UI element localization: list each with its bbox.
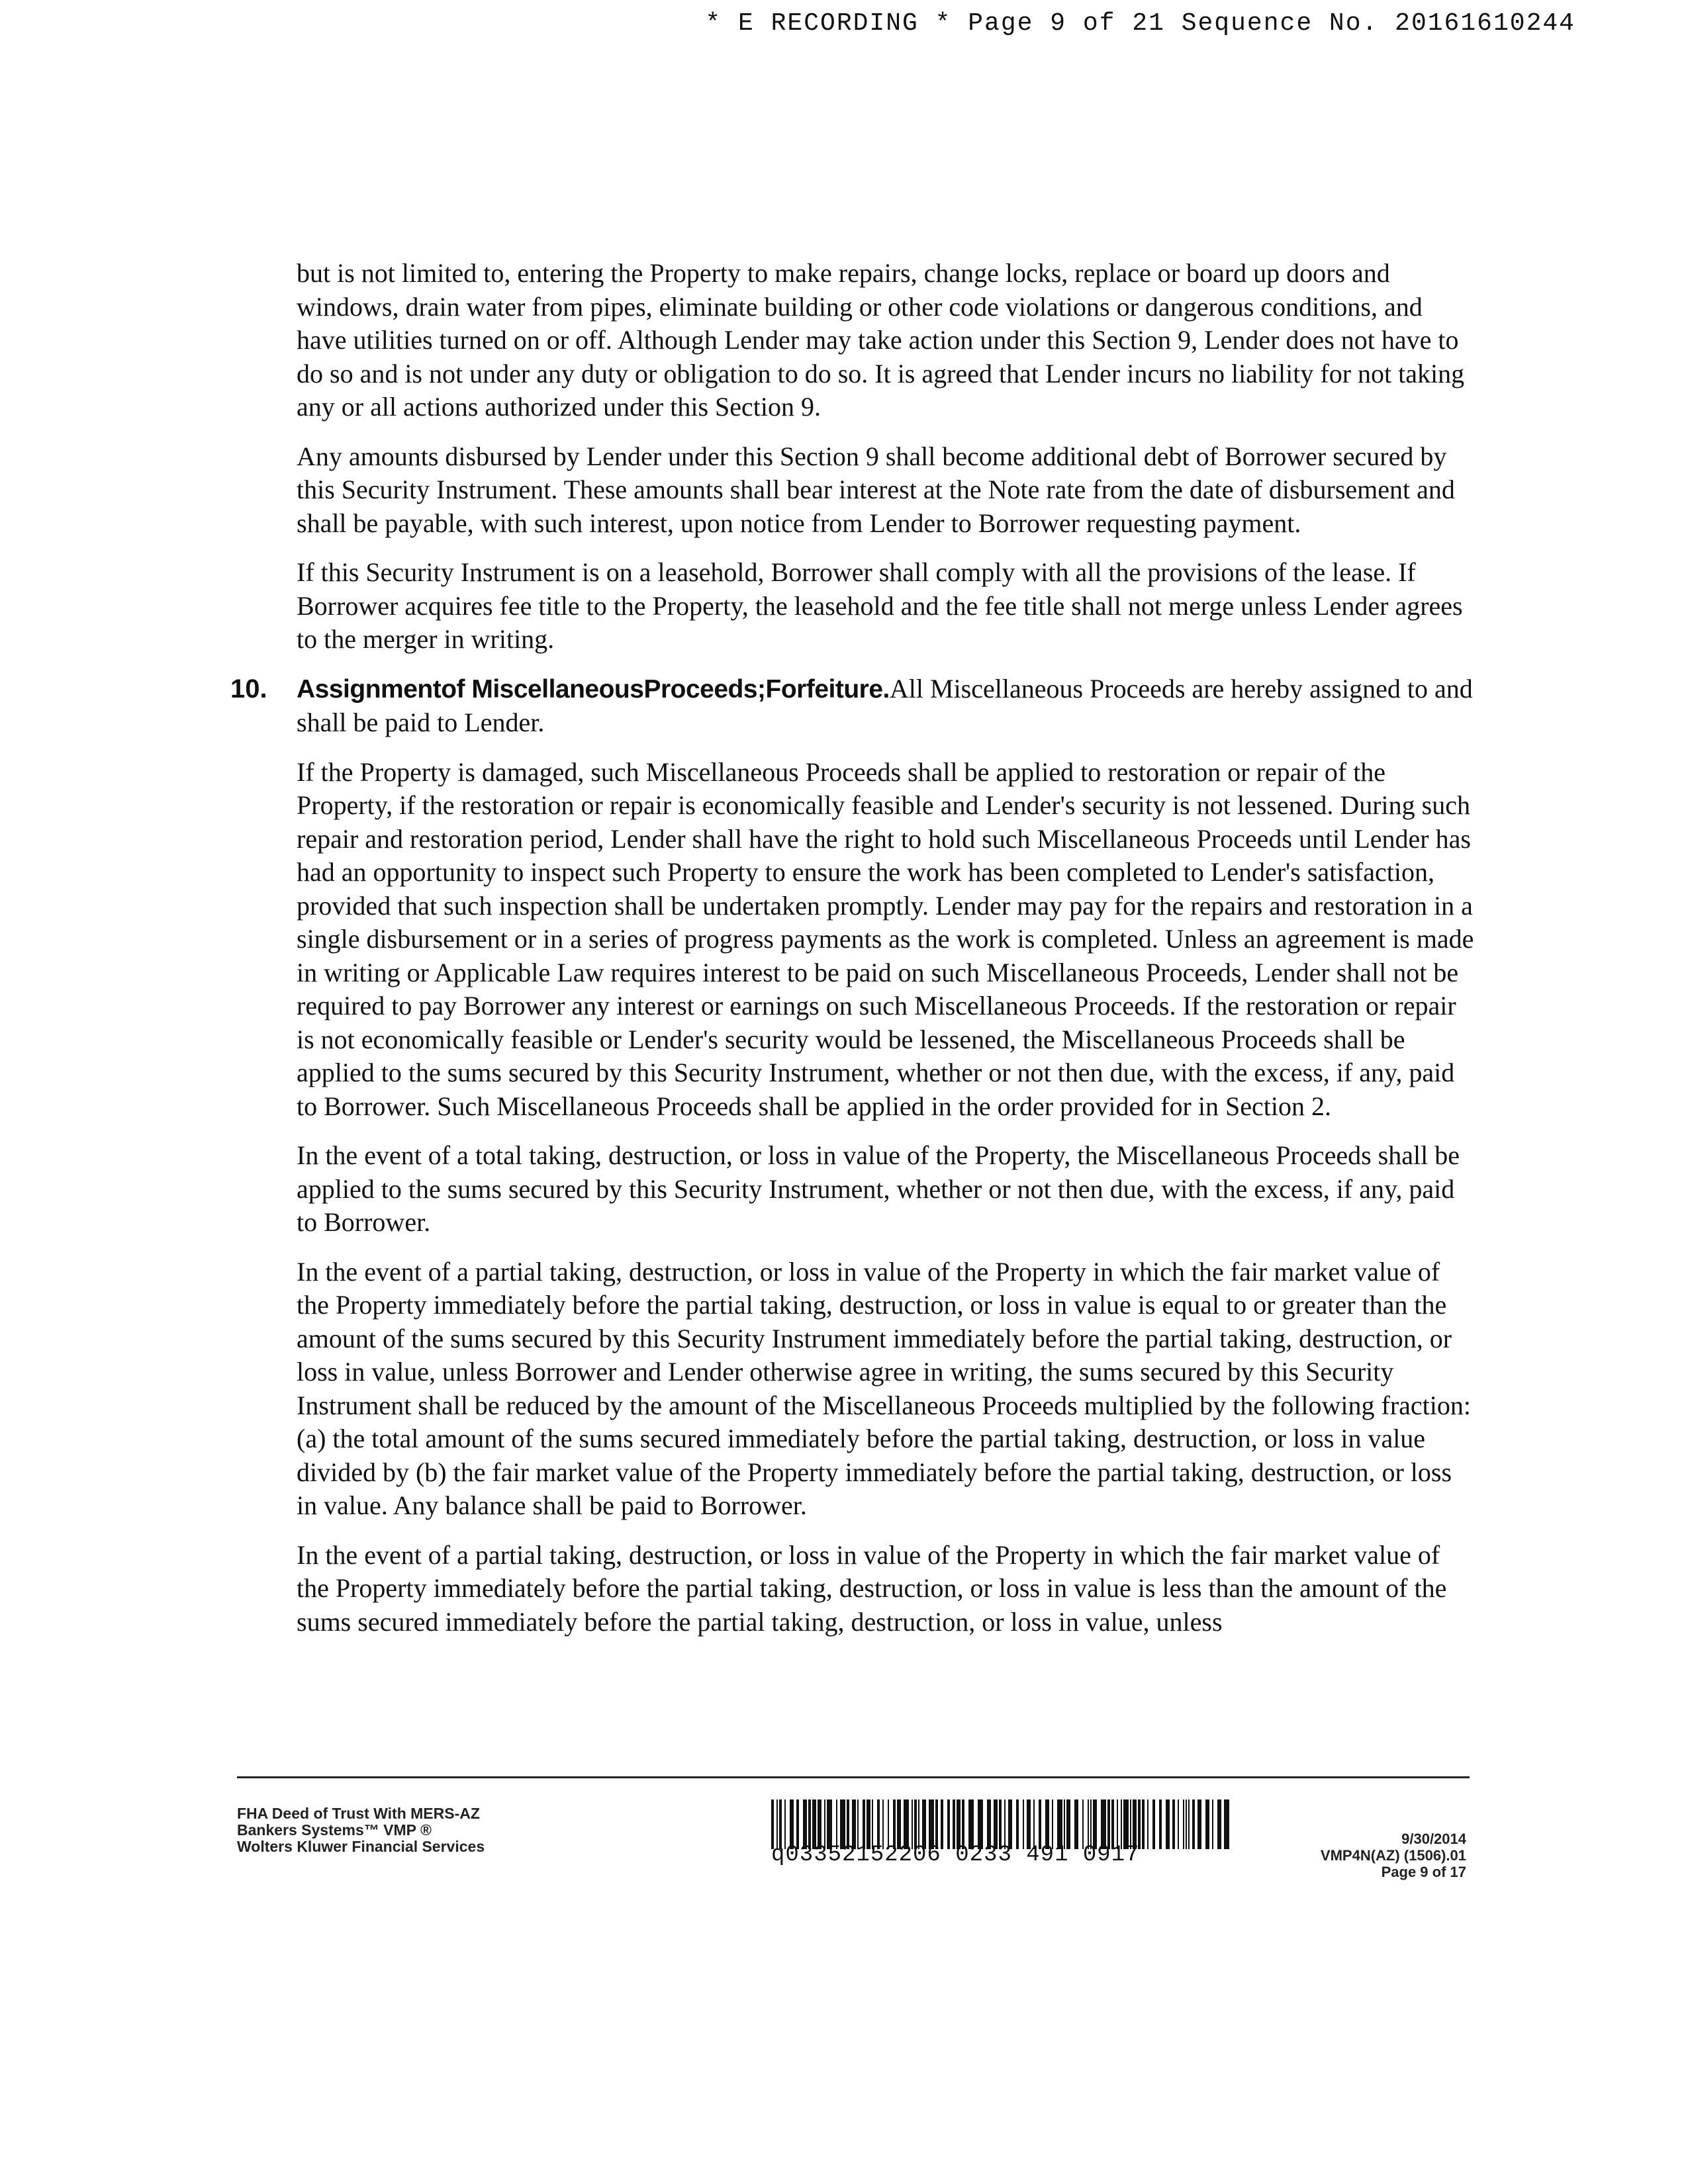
section-10-paragraph	[230, 672, 1475, 740]
footer-date: 9/30/2014	[1401, 1831, 1466, 1847]
footer-form-code: VMP4N(AZ) (1506).01	[1320, 1847, 1466, 1864]
document-body	[230, 257, 1475, 1655]
paragraph-section9-disbursed-amounts: Any amounts disbursed by Lender under this Section 9 shall become additional debt of Borrower secured by this Security Instrument. These amounts shall bear interest at the Note rate from the date of disbursement and shall be payable, with such interest, upon notice from Lender to Borrower requesting payment.	[297, 441, 1455, 538]
footer-form-title: FHA Deed of Trust With MERS-AZ	[237, 1805, 480, 1822]
footer-form-info	[237, 1805, 485, 1855]
footer-publisher: Bankers Systems™ VMP ®	[237, 1821, 432, 1839]
barcode-number: q03352152206 0233 491 0917	[771, 1843, 1140, 1868]
paragraph-property-damaged: If the Property is damaged, such Miscellaneous Proceeds shall be applied to restoration or repair of the Property, if the restoration or repair is economically feasible and Lender's security is not lessened. During such repair and restoration period, Lender shall have the right to hold such Miscellaneous Proceeds until Lender has had an opportunity to inspect such Property to ensure the work has been completed to Lender's satisfaction, provided that such inspection shall be undertaken promptly. Lender may pay for the repairs and restoration in a single disbursement or in a series of progress payments as the work is completed. Unless an agreement is made in writing or Applicable Law requires interest to be paid on such Miscellaneous Proceeds, Lender shall not be required to pay Borrower any interest or earnings on such Miscellaneous Proceeds. If the restoration or repair is not economically feasible or Lender's security would be lessened, the Miscellaneous Proceeds shall be applied to the sums secured by this Security Instrument, whether or not then due, with the excess, if any, paid to Borrower. Such Miscellaneous Proceeds shall be applied in the order provided for in Section 2.	[297, 756, 1474, 1121]
paragraph-total-taking: In the event of a total taking, destruction, or loss in value of the Property, the Miscellaneous Proceeds shall be applied to the sums secured by this Security Instrument, whether or not then due, with the excess, if any, paid to Borrower.	[297, 1140, 1460, 1237]
footer-divider	[237, 1776, 1470, 1778]
footer-page-number: Page 9 of 17	[1381, 1864, 1466, 1880]
paragraph-partial-taking-greater: In the event of a partial taking, destruction, or loss in value of the Property in which the fair market value of the Property immediately before the partial taking, destruction, or loss in value is equal to or greater than the amount of the sums secured by this Security Instrument immediately before the partial taking, destruction, or loss in value, unless Borrower and Lender otherwise agree in writing, the sums secured by this Security Instrument shall be reduced by the amount of the Miscellaneous Proceeds multiplied by the following fraction: (a) the total amount of the sums secured immediately before the partial taking, destruction, or loss in value divided by (b) the fair market value of the Property immediately before the partial taking, destruction, or loss in value. Any balance shall be paid to Borrower.	[297, 1256, 1472, 1520]
footer-company: Wolters Kluwer Financial Services	[237, 1838, 485, 1855]
paragraph-partial-taking-less: In the event of a partial taking, destruction, or loss in value of the Property in which the fair market value of the Property immediately before the partial taking, destruction, or loss in value is less than the amount of the sums secured immediately before the partial taking, destruction, or loss in value, unless	[297, 1539, 1447, 1637]
recording-header: * E RECORDING * Page 9 of 21 Sequence No. 20161610244	[705, 9, 1575, 38]
barcode-image	[771, 1799, 1235, 1849]
paragraph-section9-leasehold: If this Security Instrument is on a leasehold, Borrower shall comply with all the provisions of the lease. If Borrower acquires fee title to the Property, the leasehold and the fee title shall not merge unless Lender agrees to the merger in writing.	[297, 557, 1463, 654]
paragraph-section9-actions: but is not limited to, entering the Property to make repairs, change locks, replace or board up doors and windows, drain water from pipes, eliminate building or other code violations or dangerous conditions, and have utilities turned on or off. Although Lender may take action under this Section 9, Lender does not have to do so and is not under any duty or obligation to do so. It is agreed that Lender incurs no liability for not taking any or all actions authorized under this Section 9.	[297, 258, 1465, 422]
section-number: 10.	[230, 674, 267, 704]
section-intro-text: All Miscellaneous Proceeds are hereby assigned to and shall be paid to Lender.	[297, 673, 1473, 737]
footer-form-ref	[1321, 1831, 1466, 1880]
section-heading: Assignmentof MiscellaneousProceeds;Forfeiture.	[297, 674, 890, 704]
